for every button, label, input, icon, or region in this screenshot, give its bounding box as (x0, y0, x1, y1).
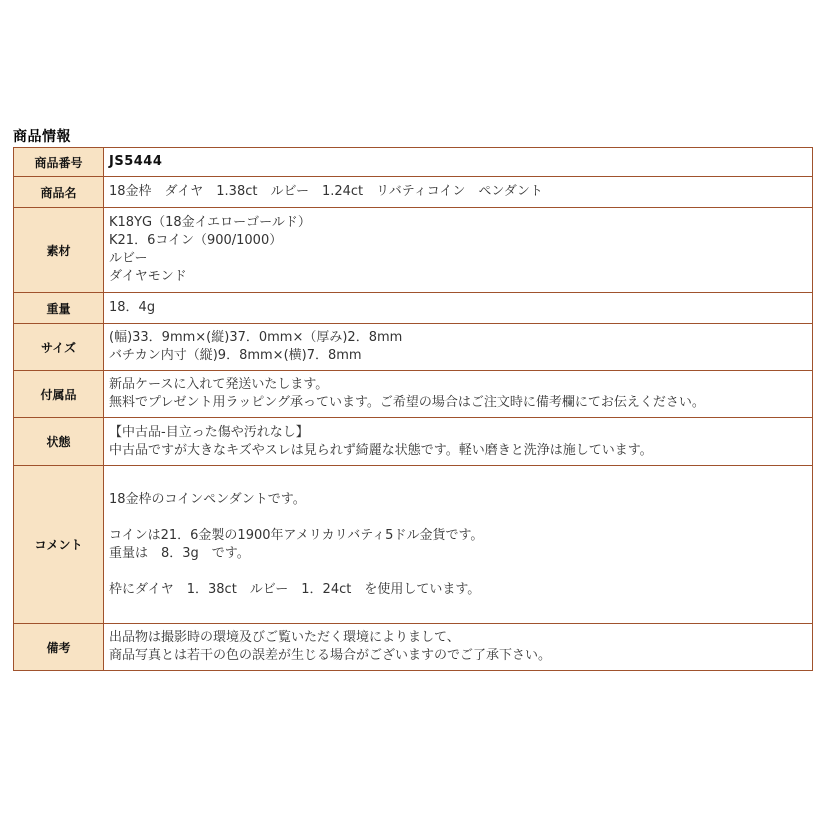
row-material (14, 208, 813, 293)
comment-line: 重量は 8．3g です。 (109, 545, 250, 561)
comment-line (109, 509, 807, 527)
label-condition: 状態 (14, 418, 104, 466)
comment-line (109, 599, 807, 617)
row-accessories (14, 371, 813, 418)
comment-line: 18金枠のコインペンダントです。 (109, 491, 306, 507)
condition-line: 中古品ですが大きなキズやスレは見られず綺麗な状態です。軽い磨きと洗浄は施しています。 (109, 442, 653, 458)
row-product-name (14, 177, 813, 208)
comment-line (109, 473, 807, 491)
comment-line: 枠にダイヤ 1．38ct ルビー 1．24ct を使用しています。 (109, 581, 481, 597)
label-accessories: 付属品 (14, 371, 104, 418)
section-title: 商品情報 (13, 129, 71, 145)
accessories-line: 新品ケースに入れて発送いたします。 (109, 377, 329, 392)
value-notes (104, 624, 813, 671)
value-size (104, 324, 813, 371)
row-comment (14, 466, 813, 624)
product-number: JS5444 (109, 154, 163, 169)
accessories-line: 無料でプレゼント用ラッピング承っています。ご希望の場合はご注文時に備考欄にてお伝えください。 (109, 395, 705, 410)
label-weight: 重量 (14, 293, 104, 324)
material-line: ダイヤモンド (109, 269, 187, 284)
material-line: K21．6コイン（900/1000） (109, 233, 283, 248)
comment-line: コインは21．6金製の1900年アメリカリバティ5ドル金貨です。 (109, 527, 484, 543)
label-material: 素材 (14, 208, 104, 293)
value-accessories (104, 371, 813, 418)
weight: 18．4g (109, 300, 156, 315)
size-line: (幅)33．9mm×(縦)37．0mm×（厚み)2．8mm (109, 330, 403, 345)
row-condition (14, 418, 813, 466)
value-comment (104, 466, 813, 624)
value-weight (104, 293, 813, 324)
condition-line: 【中古品-目立った傷や汚れなし】 (109, 424, 309, 440)
material-line: ルビー (109, 251, 148, 266)
row-notes (14, 624, 813, 671)
value-material (104, 208, 813, 293)
comment-line (109, 563, 807, 581)
label-product-name: 商品名 (14, 177, 104, 208)
size-line: バチカン内寸（縦)9．8mm×(横)7．8mm (109, 348, 362, 363)
product-name: 18金枠 ダイヤ 1.38ct ルビー 1.24ct リバティコイン ペンダント (109, 184, 543, 199)
product-info-table (13, 147, 813, 671)
label-comment: コメント (14, 466, 104, 624)
label-notes: 備考 (14, 624, 104, 671)
label-size: サイズ (14, 324, 104, 371)
row-size (14, 324, 813, 371)
label-product-number: 商品番号 (14, 148, 104, 177)
notes-line: 出品物は撮影時の環境及びご覧いただく環境によりまして、 (109, 630, 460, 645)
row-product-number (14, 148, 813, 177)
value-condition (104, 418, 813, 466)
notes-line: 商品写真とは若干の色の誤差が生じる場合がございますのでご了承下さい。 (109, 648, 552, 663)
value-product-number (104, 148, 813, 177)
value-product-name (104, 177, 813, 208)
material-line: K18YG（18金イエローゴールド） (109, 215, 311, 230)
row-weight (14, 293, 813, 324)
